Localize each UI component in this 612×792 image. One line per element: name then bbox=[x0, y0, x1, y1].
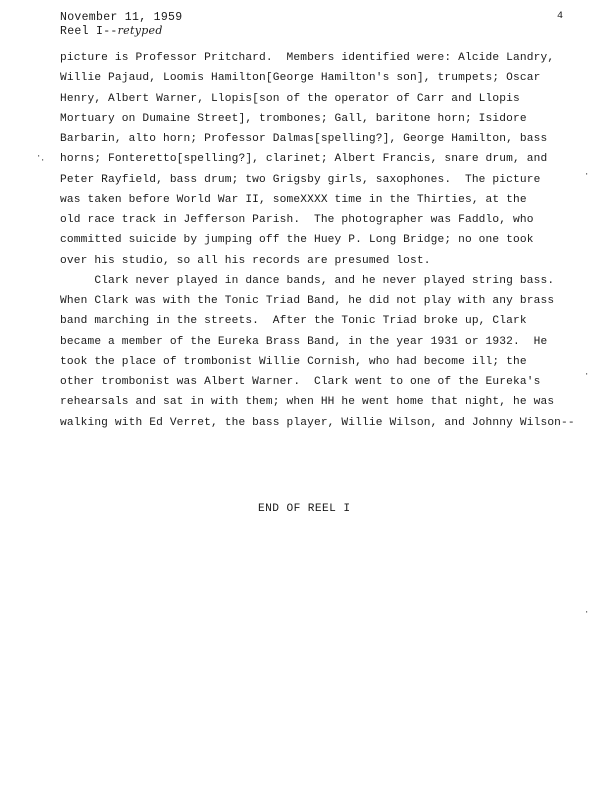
header-reel bbox=[60, 24, 163, 39]
header-date: November 11, 1959 bbox=[60, 11, 183, 24]
end-of-reel-marker: END OF REEL I bbox=[258, 503, 351, 515]
text-line: Willie Pajaud, Loomis Hamilton[George Hamilton's son], trumpets; Oscar bbox=[60, 72, 541, 85]
margin-speck-mark: ⋅ bbox=[584, 370, 590, 380]
text-line: over his studio, so all his records are presumed lost. bbox=[60, 254, 431, 267]
text-line: Henry, Albert Warner, Llopis[son of the operator of Carr and Llopis bbox=[60, 92, 520, 105]
text-line: When Clark was with the Tonic Triad Band, he did not play with any brass bbox=[60, 295, 555, 307]
text-line: picture is Professor Pritchard. Members identified were: Alcide Landry, bbox=[60, 52, 555, 64]
text-line: became a member of the Eureka Brass Band, in the year 1931 or 1932. He bbox=[60, 335, 548, 348]
text-line: rehearsals and sat in with them; when HH he went home that night, he was bbox=[60, 396, 555, 409]
transcript-body bbox=[60, 48, 580, 433]
text-line: Mortuary on Dumaine Street], trombones; Gall, baritone horn; Isidore bbox=[60, 112, 527, 125]
handwritten-annotation: retyped bbox=[117, 24, 163, 37]
margin-speck-mark: ⋅ bbox=[40, 156, 46, 166]
text-line: other trombonist was Albert Warner. Clark went to one of the Eureka's bbox=[60, 376, 541, 388]
text-line: Peter Rayfield, bass drum; two Grigsby girls, saxophones. The picture bbox=[60, 173, 541, 186]
reel-label: Reel I-- bbox=[60, 25, 118, 38]
text-line: Barbarin, alto horn; Professor Dalmas[spelling?], George Hamilton, bass bbox=[60, 133, 548, 145]
text-line: walking with Ed Verret, the bass player, Willie Wilson, and Johnny Wilson-- bbox=[60, 416, 575, 429]
text-line: band marching in the streets. After the Tonic Triad broke up, Clark bbox=[60, 315, 527, 328]
text-line: Clark never played in dance bands, and he never played string bass. bbox=[60, 274, 555, 287]
text-line: horns; Fonteretto[spelling?], clarinet; Albert Francis, snare drum, and bbox=[60, 153, 548, 166]
text-line: was taken before World War II, someXXXX time in the Thirties, at the bbox=[60, 193, 527, 206]
page-number: 4 bbox=[557, 11, 564, 22]
text-line: old race track in Jefferson Parish. The photographer was Faddlo, who bbox=[60, 214, 534, 226]
margin-speck-mark: ⋅ bbox=[584, 608, 590, 618]
margin-speck-mark: ⋅ bbox=[584, 170, 590, 180]
text-line: committed suicide by jumping off the Huey P. Long Bridge; no one took bbox=[60, 234, 534, 247]
text-line: took the place of trombonist Willie Cornish, who had become ill; the bbox=[60, 355, 527, 368]
margin-speck-mark: ⋅ bbox=[36, 152, 42, 162]
